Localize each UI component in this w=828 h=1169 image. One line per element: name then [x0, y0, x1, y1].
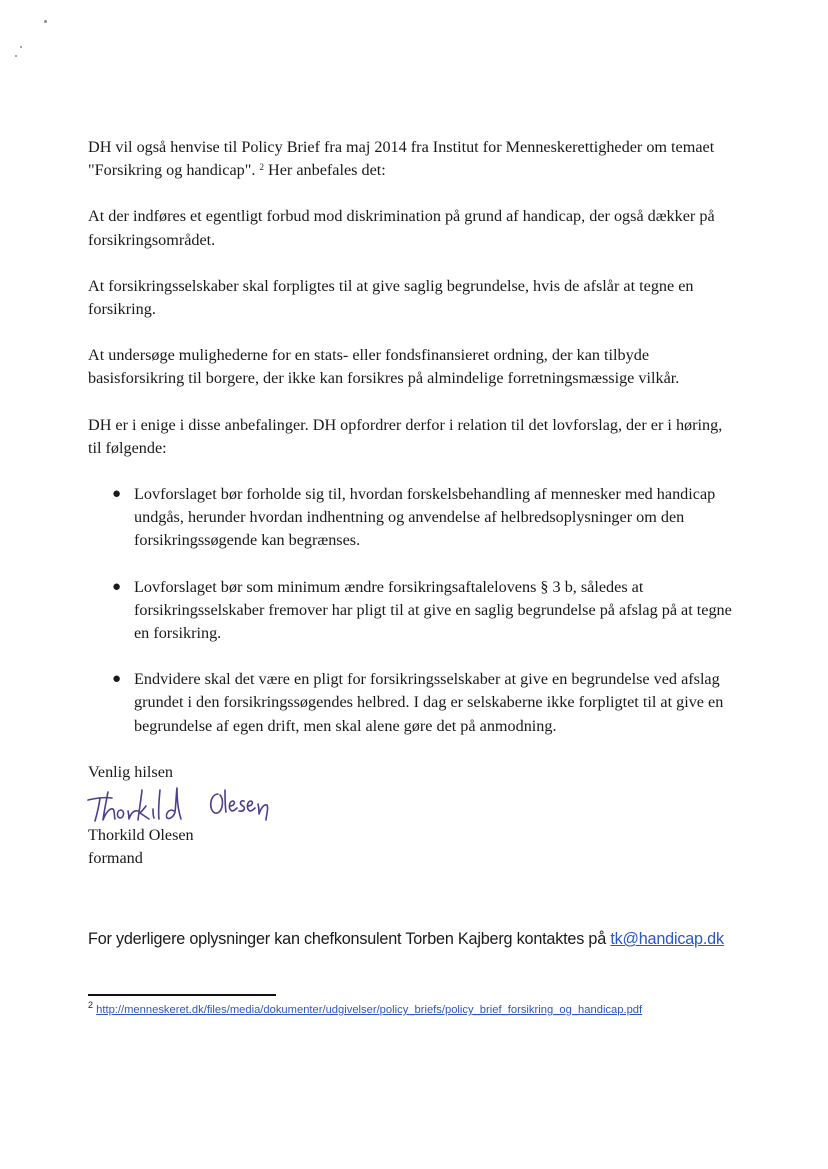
list-item: [88, 668, 738, 738]
closing-block: [88, 761, 738, 871]
list-item: [88, 483, 738, 553]
bullet-icon: ●: [112, 486, 122, 503]
scan-speck: [20, 46, 22, 48]
footnote-separator: [88, 994, 276, 996]
list-item-text: Endvidere skal det være en pligt for forsikringsselskaber at give en begrundelse ved afslag grundet i den forsikringssøgendes helbred. I dag er selskaberne ikke forpligtet til at give en begrundelse af egen drift, men skal alene gøre det på anmodning.: [134, 670, 724, 735]
intro-paragraph: [88, 136, 738, 182]
scan-speck: [44, 20, 47, 23]
footnote-reference: 2: [259, 162, 264, 173]
bullet-icon: ●: [112, 578, 122, 595]
signature-image: [86, 784, 296, 824]
bullet-list: [88, 483, 738, 738]
list-item: [88, 576, 738, 646]
signer-name: Thorkild Olesen: [88, 826, 194, 845]
bullet-icon: ●: [112, 671, 122, 688]
agreement-paragraph: DH er i enige i disse anbefalinger. DH opfordrer derfor i relation til det lovforslag, der er i høring, til følgende:: [88, 415, 723, 457]
contact-line: [88, 928, 748, 951]
intro-text-continued: Her anbefales det:: [268, 161, 386, 180]
email-link[interactable]: tk@handicap.dk: [610, 930, 724, 948]
contact-text: For yderligere oplysninger kan chefkonsulent Torben Kajberg kontaktes på: [88, 930, 607, 948]
recommendation-paragraph: At forsikringsselskaber skal forpligtes til at give saglig begrundelse, hvis de afslår at tegne en forsikring.: [88, 276, 694, 319]
footnote: [88, 1000, 748, 1017]
list-item-text: Lovforslaget bør forholde sig til, hvordan forskelsbehandling af mennesker med handicap undgås, herunder hvordan indhentning og anvendelse af helbredsoplysninger om den forsikringssøgende kan begrænses.: [134, 485, 716, 550]
signer-title: formand: [88, 849, 143, 868]
footnote-link[interactable]: http://menneskeret.dk/files/media/dokumenter/udgivelser/policy_briefs/policy_brief_forsikring_og_handicap.pdf: [96, 1004, 643, 1016]
recommendation-paragraph: At der indføres et egentligt forbud mod diskrimination på grund af handicap, der også dækker på forsikringsområdet.: [88, 207, 715, 249]
intro-text: DH vil også henvise til Policy Brief fra maj 2014 fra Institut for Menneskerettigheder om temaet "Forsikring og handicap".: [88, 138, 715, 180]
signature-text: Thorkild Olesen: [86, 784, 93, 786]
footnote-number: 2: [88, 1000, 94, 1010]
list-item-text: Lovforslaget bør som minimum ændre forsikringsaftalelovens § 3 b, således at forsikringsselskaber fremover har pligt til at give en saglig begrundelse på afslag på at tegne en forsikring.: [134, 577, 732, 643]
recommendation-paragraph: At undersøge mulighederne for en stats- eller fondsfinansieret ordning, der kan tilbyde basisforsikring til borgere, der ikke kan forsikres på almindelige forretningsmæssige vilkår.: [88, 346, 680, 388]
scan-speck: [15, 55, 17, 57]
letter-body: [88, 136, 738, 870]
closing-greeting: Venlig hilsen: [88, 762, 173, 781]
